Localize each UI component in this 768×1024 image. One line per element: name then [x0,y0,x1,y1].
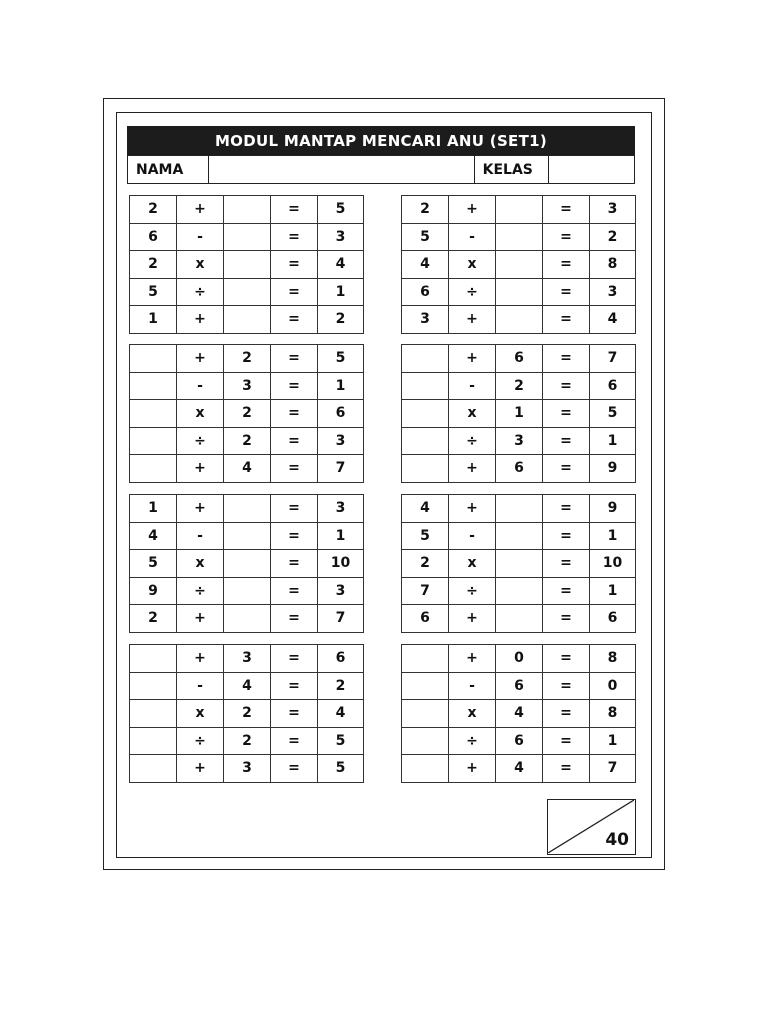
equation-row [130,223,364,251]
operand-cell: 4 [224,672,271,700]
equation-row [130,700,364,728]
answer-blank-cell[interactable] [130,727,177,755]
operator-cell: + [177,605,224,633]
equation-row [402,727,636,755]
equals-cell: = [543,645,590,673]
answer-blank-cell[interactable] [130,427,177,455]
equation-row [130,278,364,306]
result-cell: 4 [318,700,364,728]
equals-cell: = [271,372,318,400]
equation-row [402,645,636,673]
operand-cell: 2 [130,196,177,224]
equals-cell: = [271,577,318,605]
operand-cell: 4 [402,495,449,523]
result-cell: 1 [590,522,636,550]
score-box [547,799,636,855]
answer-blank-cell[interactable] [224,550,271,578]
equals-cell: = [543,251,590,279]
operand-cell: 5 [130,278,177,306]
class-input-cell[interactable] [549,156,634,183]
equals-cell: = [543,577,590,605]
equation-block [401,494,636,633]
answer-blank-cell[interactable] [130,672,177,700]
operand-cell: 4 [496,755,543,783]
operand-cell: 3 [224,755,271,783]
operand-cell: 2 [402,196,449,224]
operator-cell: x [177,700,224,728]
result-cell: 3 [590,196,636,224]
equals-cell: = [543,400,590,428]
equals-cell: = [271,427,318,455]
answer-blank-cell[interactable] [224,605,271,633]
equation-row [130,427,364,455]
result-cell: 6 [318,645,364,673]
answer-blank-cell[interactable] [496,223,543,251]
equals-cell: = [543,700,590,728]
result-cell: 6 [590,372,636,400]
equation-block [129,344,364,483]
equation-row [130,306,364,334]
operator-cell: - [177,522,224,550]
answer-blank-cell[interactable] [402,345,449,373]
equation-row [402,522,636,550]
equation-row [130,577,364,605]
answer-blank-cell[interactable] [402,372,449,400]
answer-blank-cell[interactable] [224,251,271,279]
class-label-cell [475,156,550,183]
operator-cell: ÷ [177,727,224,755]
operator-cell: ÷ [449,577,496,605]
operand-cell: 6 [496,345,543,373]
operand-cell: 5 [402,522,449,550]
result-cell: 2 [318,306,364,334]
equation-row [130,495,364,523]
operand-cell: 9 [130,577,177,605]
student-info-row [127,155,635,184]
equation-row [402,223,636,251]
equation-row [402,278,636,306]
result-cell: 10 [590,550,636,578]
result-cell: 1 [318,278,364,306]
equals-cell: = [271,755,318,783]
equation-row [402,550,636,578]
equals-cell: = [543,495,590,523]
result-cell: 2 [318,672,364,700]
equals-cell: = [271,550,318,578]
equals-cell: = [271,278,318,306]
operator-cell: - [177,223,224,251]
score-total: 40 [605,830,629,850]
equation-row [130,345,364,373]
operator-cell: x [177,400,224,428]
answer-blank-cell[interactable] [496,495,543,523]
equation-row [130,455,364,483]
result-cell: 5 [318,345,364,373]
operand-cell: 1 [130,495,177,523]
operator-cell: ÷ [177,427,224,455]
result-cell: 4 [318,251,364,279]
result-cell: 3 [590,278,636,306]
answer-blank-cell[interactable] [496,522,543,550]
result-cell: 3 [318,223,364,251]
answer-blank-cell[interactable] [224,223,271,251]
equation-row [402,577,636,605]
answer-blank-cell[interactable] [496,278,543,306]
operand-cell: 4 [496,700,543,728]
equals-cell: = [271,400,318,428]
result-cell: 3 [318,427,364,455]
answer-blank-cell[interactable] [224,495,271,523]
operator-cell: + [449,605,496,633]
operand-cell: 3 [402,306,449,334]
equals-cell: = [543,727,590,755]
equals-cell: = [271,605,318,633]
equals-cell: = [271,672,318,700]
operator-cell: + [449,196,496,224]
answer-blank-cell[interactable] [402,455,449,483]
operand-cell: 2 [130,605,177,633]
result-cell: 3 [318,577,364,605]
equals-cell: = [271,196,318,224]
equals-cell: = [271,306,318,334]
result-cell: 7 [318,605,364,633]
operator-cell: + [449,755,496,783]
operand-cell: 2 [224,400,271,428]
result-cell: 9 [590,495,636,523]
equation-row [402,196,636,224]
equation-block [129,494,364,633]
operand-cell: 2 [224,727,271,755]
equation-row [402,672,636,700]
operand-cell: 4 [402,251,449,279]
result-cell: 5 [318,196,364,224]
equals-cell: = [271,700,318,728]
operator-cell: + [177,345,224,373]
operator-cell: + [449,306,496,334]
equation-row [130,196,364,224]
equals-cell: = [543,196,590,224]
equals-cell: = [271,223,318,251]
equation-row [130,645,364,673]
equation-row [402,372,636,400]
operand-cell: 6 [496,727,543,755]
equals-cell: = [271,455,318,483]
answer-blank-cell[interactable] [496,550,543,578]
equation-block [129,644,364,783]
operator-cell: + [177,196,224,224]
equals-cell: = [543,755,590,783]
answer-blank-cell[interactable] [496,577,543,605]
operator-cell: ÷ [177,577,224,605]
equation-row [402,700,636,728]
operator-cell: x [449,251,496,279]
answer-blank-cell[interactable] [402,645,449,673]
answer-blank-cell[interactable] [496,251,543,279]
equals-cell: = [271,727,318,755]
answer-blank-cell[interactable] [402,672,449,700]
answer-blank-cell[interactable] [130,345,177,373]
operator-cell: x [449,700,496,728]
operand-cell: 5 [130,550,177,578]
equation-row [130,522,364,550]
equals-cell: = [271,522,318,550]
result-cell: 8 [590,700,636,728]
equation-row [130,727,364,755]
answer-blank-cell[interactable] [224,522,271,550]
operator-cell: ÷ [449,427,496,455]
worksheet-title: MODUL MANTAP MENCARI ANU (SET1) [127,126,635,155]
operand-cell: 6 [496,455,543,483]
operand-cell: 2 [224,345,271,373]
answer-blank-cell[interactable] [402,755,449,783]
answer-blank-cell[interactable] [496,306,543,334]
equals-cell: = [271,645,318,673]
equals-cell: = [543,223,590,251]
name-label-cell [128,156,209,183]
result-cell: 3 [318,495,364,523]
operand-cell: 6 [402,278,449,306]
result-cell: 1 [590,727,636,755]
operand-cell: 4 [130,522,177,550]
answer-blank-cell[interactable] [224,196,271,224]
operator-cell: - [177,372,224,400]
answer-blank-cell[interactable] [130,372,177,400]
equals-cell: = [543,605,590,633]
equation-block [401,344,636,483]
operator-cell: x [177,550,224,578]
operand-cell: 1 [130,306,177,334]
equation-row [402,605,636,633]
result-cell: 7 [590,755,636,783]
answer-blank-cell[interactable] [402,700,449,728]
operand-cell: 2 [224,427,271,455]
operand-cell: 6 [402,605,449,633]
equation-row [130,755,364,783]
equals-cell: = [271,345,318,373]
answer-blank-cell[interactable] [130,400,177,428]
answer-blank-cell[interactable] [130,455,177,483]
result-cell: 5 [318,727,364,755]
result-cell: 10 [318,550,364,578]
answer-blank-cell[interactable] [224,577,271,605]
result-cell: 4 [590,306,636,334]
operator-cell: + [449,495,496,523]
equation-row [130,672,364,700]
result-cell: 7 [318,455,364,483]
equation-row [130,550,364,578]
result-cell: 5 [318,755,364,783]
equation-block [401,195,636,334]
operand-cell: 4 [224,455,271,483]
operator-cell: - [449,672,496,700]
answer-blank-cell[interactable] [402,727,449,755]
operator-cell: + [449,345,496,373]
equation-row [402,755,636,783]
result-cell: 8 [590,251,636,279]
result-cell: 1 [318,372,364,400]
answer-blank-cell[interactable] [402,400,449,428]
operand-cell: 2 [130,251,177,279]
operator-cell: - [449,522,496,550]
answer-blank-cell[interactable] [130,700,177,728]
equals-cell: = [543,672,590,700]
operand-cell: 2 [224,700,271,728]
operand-cell: 6 [130,223,177,251]
equals-cell: = [543,455,590,483]
operator-cell: + [177,645,224,673]
result-cell: 1 [590,427,636,455]
operand-cell: 3 [496,427,543,455]
answer-blank-cell[interactable] [496,196,543,224]
equation-row [402,251,636,279]
answer-blank-cell[interactable] [224,278,271,306]
operator-cell: + [177,306,224,334]
name-input-cell[interactable] [209,156,475,183]
equals-cell: = [543,550,590,578]
equals-cell: = [543,345,590,373]
result-cell: 1 [318,522,364,550]
equation-row [130,251,364,279]
equals-cell: = [271,495,318,523]
operator-cell: x [449,550,496,578]
operand-cell: 2 [402,550,449,578]
equals-cell: = [543,372,590,400]
answer-blank-cell[interactable] [224,306,271,334]
result-cell: 2 [590,223,636,251]
result-cell: 5 [590,400,636,428]
answer-blank-cell[interactable] [130,645,177,673]
answer-blank-cell[interactable] [402,427,449,455]
operator-cell: + [177,495,224,523]
equation-row [402,455,636,483]
answer-blank-cell[interactable] [496,605,543,633]
operand-cell: 5 [402,223,449,251]
equation-row [402,400,636,428]
operator-cell: ÷ [449,727,496,755]
result-cell: 8 [590,645,636,673]
equals-cell: = [543,278,590,306]
operator-cell: ÷ [449,278,496,306]
operand-cell: 3 [224,645,271,673]
equation-row [402,427,636,455]
operand-cell: 2 [496,372,543,400]
operator-cell: - [177,672,224,700]
class-label: KELAS [482,161,533,178]
operator-cell: x [177,251,224,279]
equals-cell: = [543,306,590,334]
equation-row [130,400,364,428]
operand-cell: 0 [496,645,543,673]
operator-cell: + [177,455,224,483]
equals-cell: = [271,251,318,279]
operator-cell: + [449,645,496,673]
operand-cell: 6 [496,672,543,700]
equation-row [130,605,364,633]
equation-row [402,495,636,523]
operator-cell: ÷ [177,278,224,306]
operator-cell: x [449,400,496,428]
operator-cell: + [177,755,224,783]
operator-cell: - [449,223,496,251]
answer-blank-cell[interactable] [130,755,177,783]
result-cell: 6 [318,400,364,428]
equals-cell: = [543,522,590,550]
equation-row [402,306,636,334]
result-cell: 9 [590,455,636,483]
name-label: NAMA [136,161,184,178]
operand-cell: 3 [224,372,271,400]
operator-cell: + [449,455,496,483]
operator-cell: - [449,372,496,400]
result-cell: 6 [590,605,636,633]
equation-row [130,372,364,400]
equation-block [401,644,636,783]
equation-row [402,345,636,373]
operand-cell: 1 [496,400,543,428]
equals-cell: = [543,427,590,455]
result-cell: 1 [590,577,636,605]
result-cell: 0 [590,672,636,700]
equation-block [129,195,364,334]
operand-cell: 7 [402,577,449,605]
result-cell: 7 [590,345,636,373]
